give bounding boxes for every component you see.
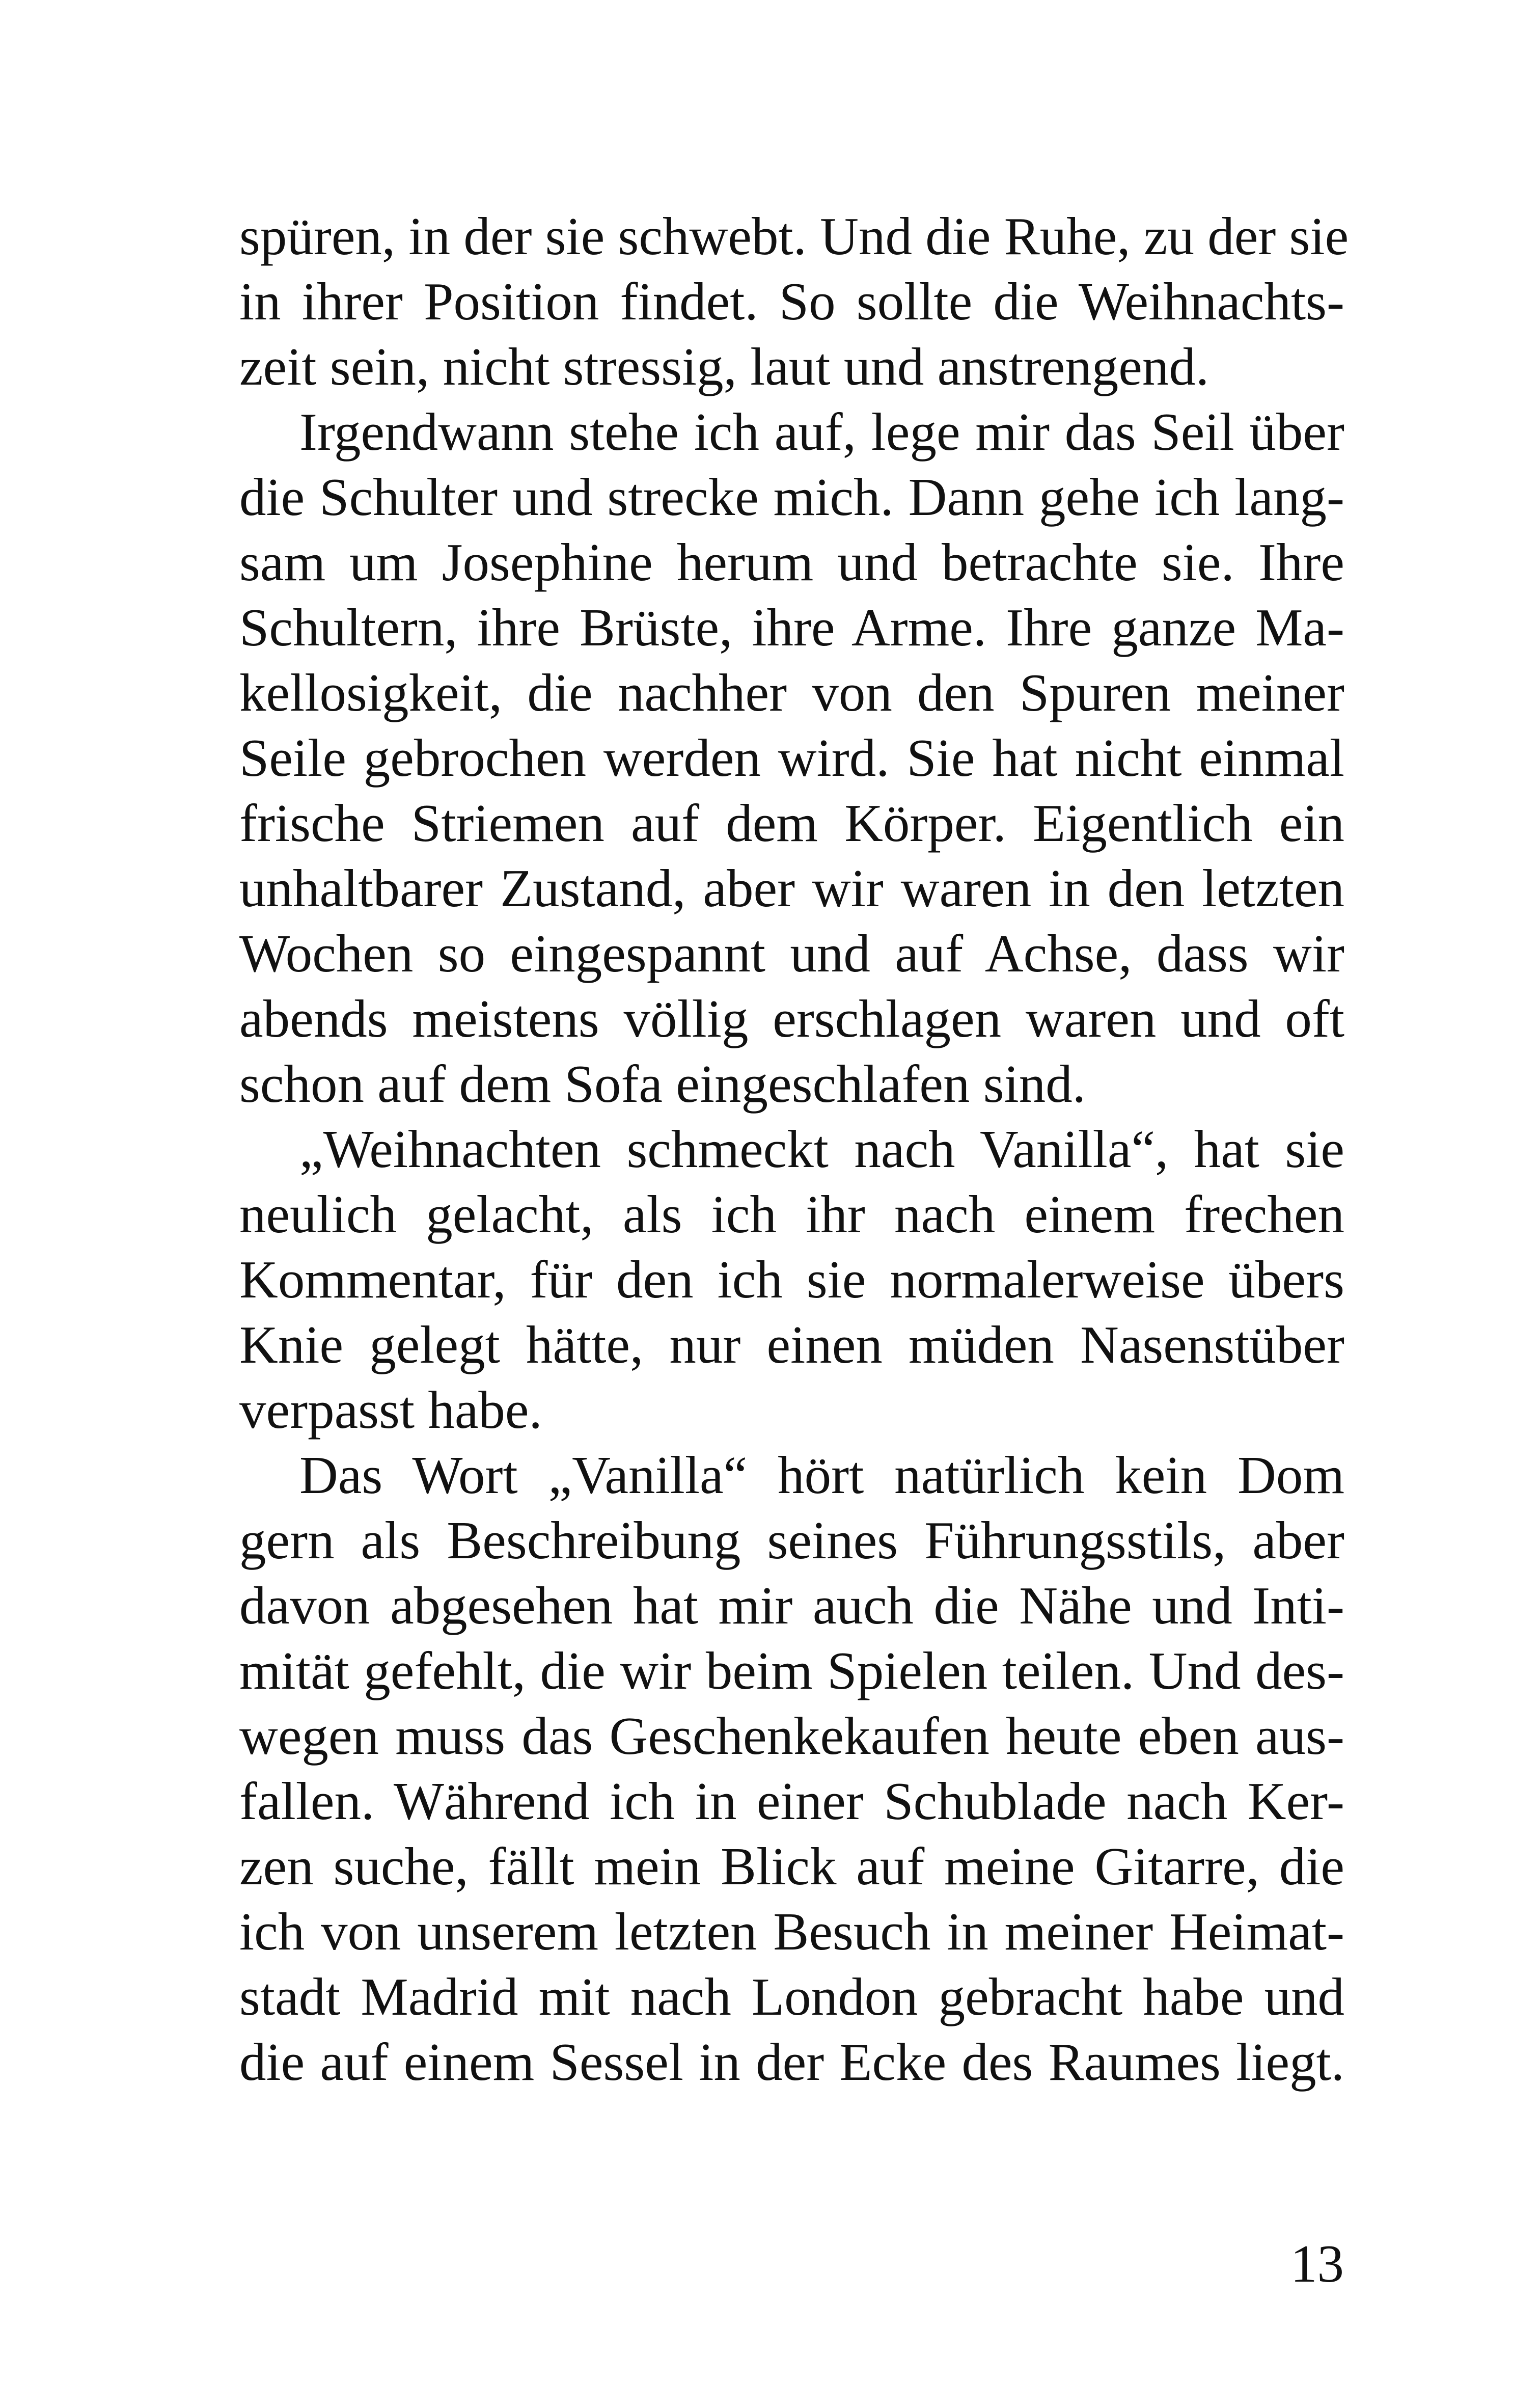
- text-line: „Weihnachten schmeckt nach Vanilla“, hat sie: [299, 1119, 1344, 1179]
- text-line: wegen muss das Geschenkekaufen heute eben aus-: [239, 1706, 1344, 1766]
- text-line: kellosigkeit, die nachher von den Spuren meiner: [239, 663, 1344, 722]
- text-line: mität gefehlt, die wir beim Spielen teilen. Und des-: [239, 1641, 1344, 1700]
- text-line: die Schulter und strecke mich. Dann gehe ich lang-: [239, 467, 1344, 527]
- text-line: Das Wort „Vanilla“ hört natürlich kein Dom: [299, 1445, 1344, 1505]
- text-line: sam um Josephine herum und betrachte sie. Ihre: [239, 532, 1344, 592]
- text-line: zen suche, fällt mein Blick auf meine Gitarre, die: [239, 1836, 1344, 1896]
- text-line: fallen. Während ich in einer Schublade nach Ker-: [239, 1771, 1344, 1831]
- text-line: spüren, in der sie schwebt. Und die Ruhe, zu der sie: [239, 206, 1349, 266]
- text-line: gern als Beschreibung seines Führungsstils, aber: [239, 1510, 1344, 1570]
- text-line: Irgendwann stehe ich auf, lege mir das Seil über: [299, 402, 1344, 462]
- text-line: stadt Madrid mit nach London gebracht habe und: [239, 1967, 1344, 2026]
- text-line: neulich gelacht, als ich ihr nach einem frechen: [239, 1184, 1344, 1244]
- text-line: Wochen so eingespannt und auf Achse, dass wir: [239, 924, 1344, 983]
- text-line: Knie gelegt hätte, nur einen müden Nasenstüber: [239, 1315, 1344, 1374]
- text-line: Seile gebrochen werden wird. Sie hat nicht einmal: [239, 728, 1344, 788]
- text-line: unhaltbarer Zustand, aber wir waren in den letzten: [239, 858, 1344, 918]
- text-line: ich von unserem letzten Besuch in meiner Heimat-: [239, 1902, 1344, 1961]
- body-text: [239, 204, 1349, 2095]
- text-line: abends meistens völlig erschlagen waren und oft: [239, 989, 1344, 1048]
- page-number: 13: [1290, 2234, 1344, 2293]
- text-line: verpasst habe.: [239, 1380, 542, 1440]
- text-line: frische Striemen auf dem Körper. Eigentlich ein: [239, 793, 1344, 853]
- text-line: Kommentar, für den ich sie normalerweise übers: [239, 1250, 1344, 1309]
- text-line: zeit sein, nicht stressig, laut und anstrengend.: [239, 337, 1209, 396]
- text-line: in ihrer Position findet. So sollte die Weihnachts-: [239, 272, 1344, 331]
- text-line: die auf einem Sessel in der Ecke des Raumes liegt.: [239, 2032, 1344, 2092]
- text-line: Schultern, ihre Brüste, ihre Arme. Ihre ganze Ma-: [239, 598, 1344, 657]
- text-line: davon abgesehen hat mir auch die Nähe und Inti-: [239, 1576, 1344, 1635]
- text-line: schon auf dem Sofa eingeschlafen sind.: [239, 1054, 1086, 1114]
